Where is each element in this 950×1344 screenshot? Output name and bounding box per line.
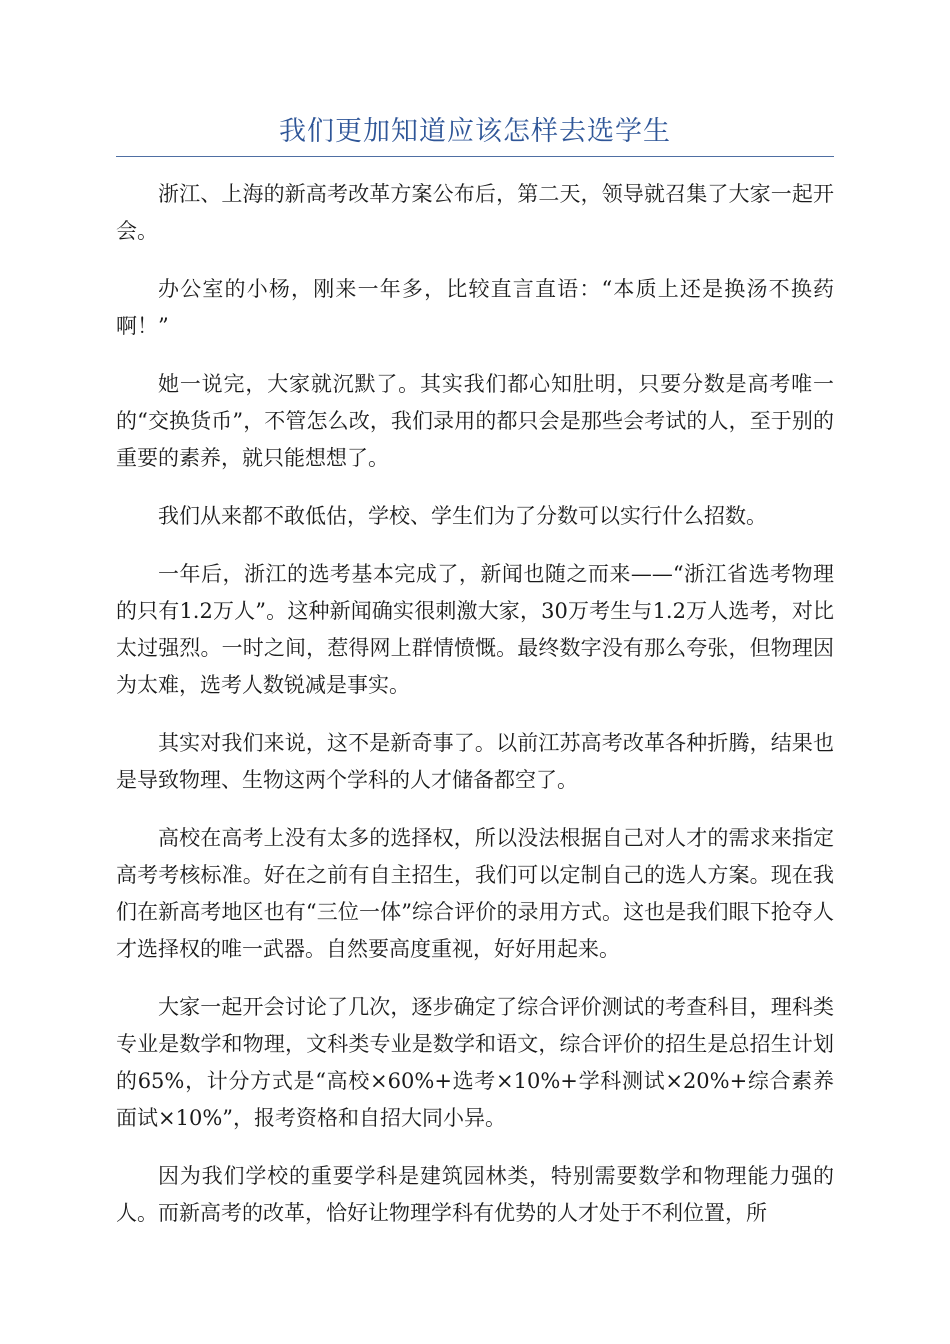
paragraph-5: 一年后，浙江的选考基本完成了，新闻也随之而来——“浙江省选考物理的只有1.2万人”。这种新闻确实很刺激大家，30万考生与1.2万人选考，对比太过强烈。一时之间，惹得网上群情愤慨。最终数字没有那么夸张，但物理因为太难，选考人数锐减是事实。 [116,562,834,697]
paragraph-3: 她一说完，大家就沉默了。其实我们都心知肚明，只要分数是高考唯一的“交换货币”，不管怎么改，我们录用的都只会是那些会考试的人，至于别的重要的素养，就只能想想了。 [116,372,834,470]
paragraph-1: 浙江、上海的新高考改革方案公布后，第二天，领导就召集了大家一起开会。 [116,182,834,243]
paragraph-7: 高校在高考上没有太多的选择权，所以没法根据自己对人才的需求来指定高考考核标准。好在之前有自主招生，我们可以定制自己的选人方案。现在我们在新高考地区也有“三位一体”综合评价的录用方式。这也是我们眼下抢夺人才选择权的唯一武器。自然要高度重视，好好用起来。 [116,826,834,961]
paragraph-2: 办公室的小杨，刚来一年多，比较直言直语：“本质上还是换汤不换药啊！” [116,277,834,338]
paragraph-6: 其实对我们来说，这不是新奇事了。以前江苏高考改革各种折腾，结果也是导致物理、生物这两个学科的人才储备都空了。 [116,731,834,792]
paragraph-8: 大家一起开会讨论了几次，逐步确定了综合评价测试的考查科目，理科类专业是数学和物理，文科类专业是数学和语文，综合评价的招生是总招生计划的65%，计分方式是“高校×60%+选考×10%+学科测试×20%+综合素养面试×10%”，报考资格和自招大同小异。 [116,995,834,1130]
paragraph-4: 我们从来都不敢低估，学校、学生们为了分数可以实行什么招数。 [158,504,767,528]
title-block [116,112,834,157]
paragraph-9: 因为我们学校的重要学科是建筑园林类，特别需要数学和物理能力强的人。而新高考的改革，恰好让物理学科有优势的人才处于不利位置，所 [116,1164,834,1225]
document-body [116,176,834,1253]
page-title: 我们更加知道应该怎样去选学生 [279,116,671,147]
